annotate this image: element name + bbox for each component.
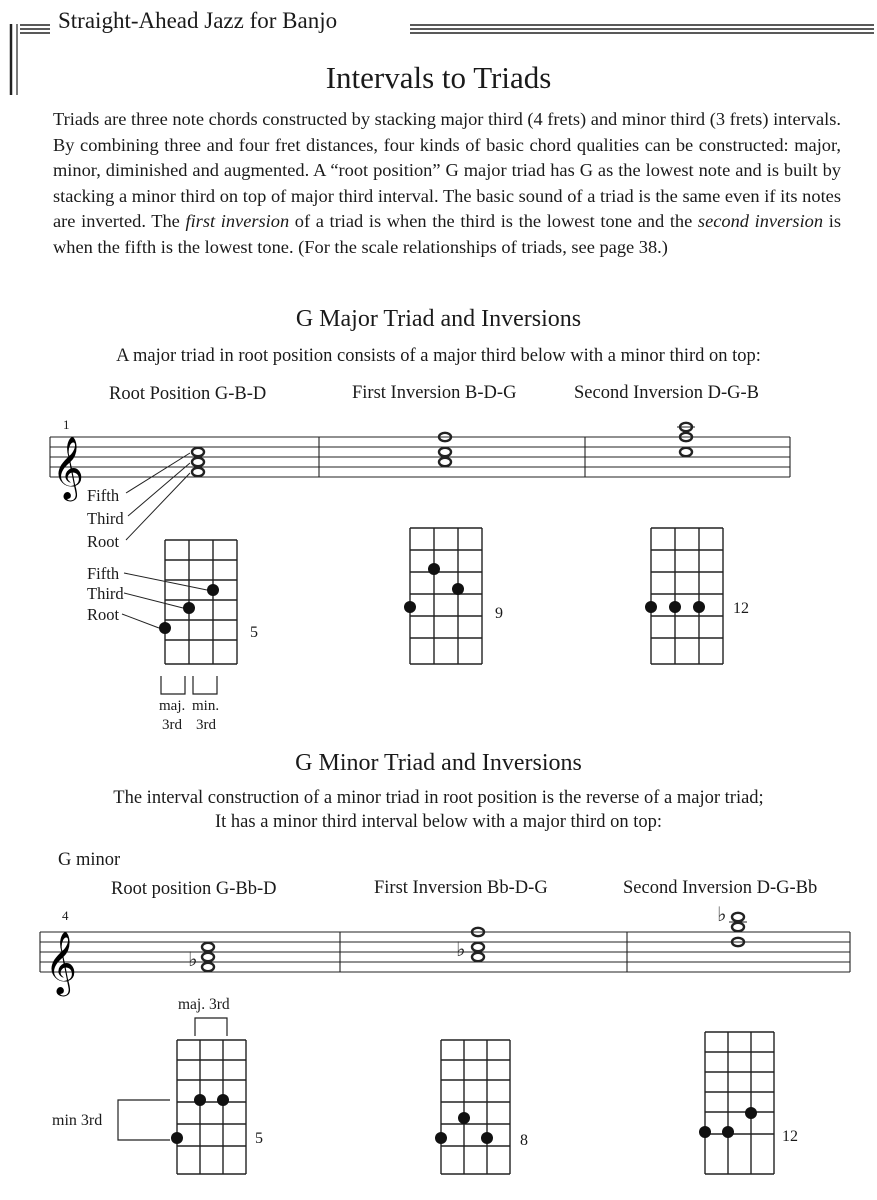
intro-paragraph: Triads are three note chords constructed by stacking major third (4 frets) and minor third (3 frets) intervals. By combining three and four fret distances, four kinds of basic chord qualities can be constructed: major, minor, diminished and augmented. A “root position” G major triad has G as the lowest note and is built by stacking a minor third on top of major third interval. The basic sound of a triad is the same even if its notes are inverted. The first inversion of a triad is when the third is the lowest tone and the second inversion is when the fifth is the lowest tone. (For the scale relationships of triads, see page 38.) <box>53 109 841 257</box>
minor-description-line2: It has a minor third interval below with a major third on top: <box>215 812 662 832</box>
major-root-position-label: Root Position G-B-D <box>109 384 267 404</box>
page-title: Intervals to Triads <box>325 60 552 95</box>
dot-root-label: Root <box>87 605 120 624</box>
minor-chord-name: G minor <box>58 850 121 870</box>
minor-root-position-label: Root position G-Bb-D <box>111 879 277 899</box>
major-second-inversion-label: Second Inversion D-G-B <box>574 383 759 403</box>
major-section-description: A major triad in root position consists of a major third below with a minor third on top: <box>116 346 761 366</box>
treble-clef-icon: 𝄞 <box>52 436 84 499</box>
major-first-fret-number: 9 <box>495 605 503 622</box>
minor-description-line1: The interval construction of a minor triad in root position is the reverse of a major triad; <box>113 788 764 808</box>
treble-clef-icon: 𝄞 <box>45 931 77 994</box>
flat-sign-icon: ♭ <box>188 947 198 971</box>
chord-diagram-minor-root <box>177 1040 246 1174</box>
flat-sign-icon: ♭ <box>456 937 466 961</box>
major-root-fret-number: 5 <box>250 624 258 641</box>
interval-maj-3rd-label: 3rd <box>162 717 182 733</box>
dot-third-label: Third <box>87 584 124 603</box>
dot-fifth-label: Fifth <box>87 564 120 583</box>
interval-maj-label: maj. <box>159 698 186 714</box>
chord-diagram-minor-second <box>705 1032 774 1174</box>
chord-diagram-minor-first <box>441 1040 510 1174</box>
staff-fifth-label: Fifth <box>87 486 120 505</box>
major-second-fret-number: 12 <box>733 600 749 617</box>
major-section-title: G Major Triad and Inversions <box>295 306 582 332</box>
minor-first-fret-number: 8 <box>520 1132 528 1149</box>
minor-maj3-label: maj. 3rd <box>178 996 230 1013</box>
minor-second-fret-number: 12 <box>782 1128 798 1145</box>
minor-second-inversion-label: Second Inversion D-G-Bb <box>623 878 818 898</box>
minor-section-title: G Minor Triad and Inversions <box>295 750 582 776</box>
minor-min3-label: min 3rd <box>52 1112 103 1129</box>
major-measure-number: 1 <box>63 417 70 432</box>
major-first-inversion-label: First Inversion B-D-G <box>352 383 517 403</box>
interval-min-label: min. <box>192 698 220 714</box>
staff-third-label: Third <box>87 509 124 528</box>
header-title: Straight-Ahead Jazz for Banjo <box>58 8 338 33</box>
minor-root-fret-number: 5 <box>255 1130 263 1147</box>
interval-min-3rd-label: 3rd <box>196 717 216 733</box>
staff-root-label: Root <box>87 532 120 551</box>
minor-first-inversion-label: First Inversion Bb-D-G <box>374 878 548 898</box>
flat-sign-icon: ♭ <box>717 902 727 926</box>
minor-measure-number: 4 <box>62 908 69 923</box>
